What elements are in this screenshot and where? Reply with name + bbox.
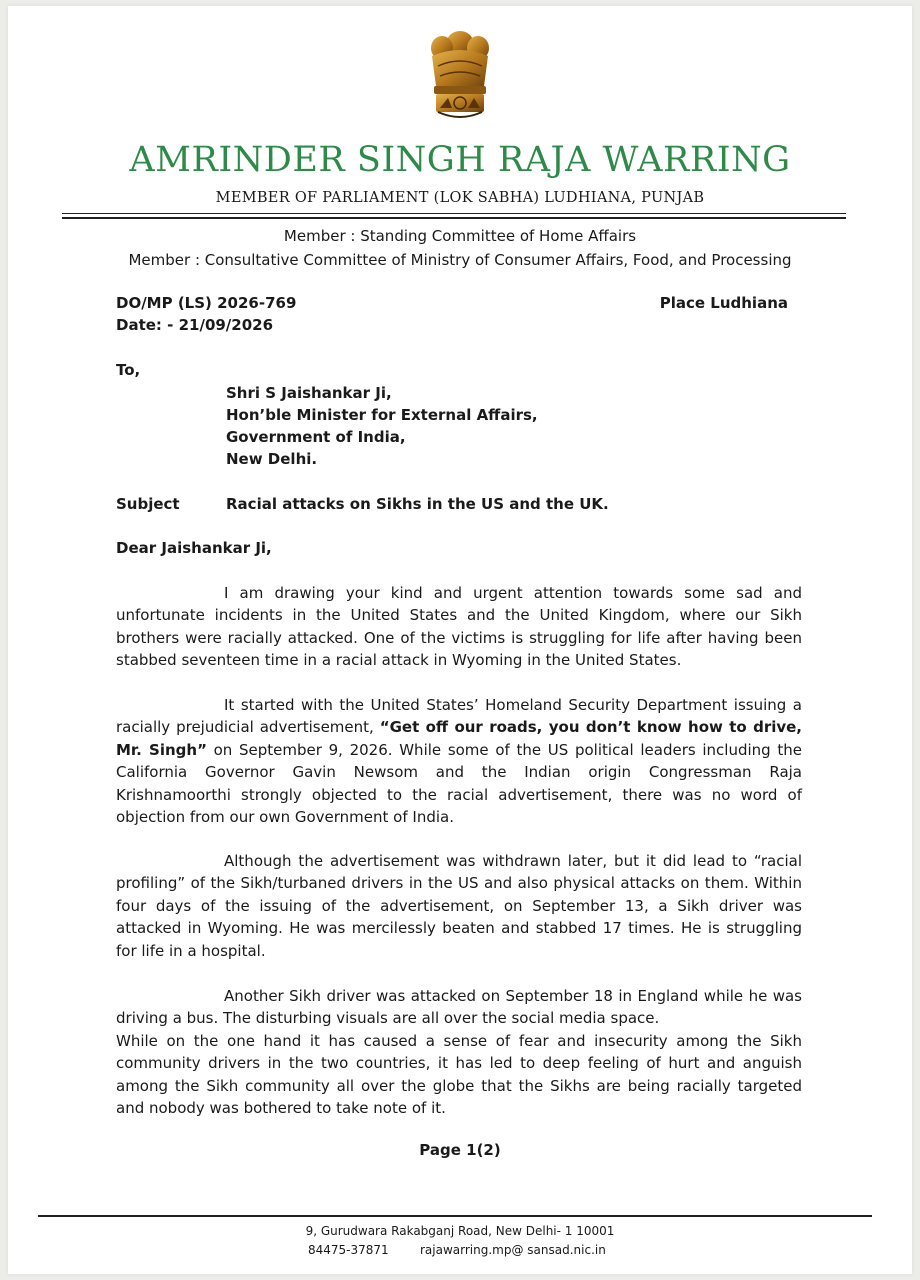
subject-label: Subject [116,495,180,513]
salutation: Dear Jaishankar Ji, [116,539,272,557]
body-paragraph-2-text-b: on September 9, 2026. While some of the US political leaders including the California Governor Gavin Newsom and the Indian origin Congressman Raja Krishnamoorthi strongly objected to the racial advertisement, there was no word of objection from our own Government of India. [116,740,802,827]
page-number: Page 1(2) [419,1141,501,1159]
advertisement-quote: “Get off our roads, you don’t know how to drive, Mr. Singh” [116,718,803,759]
body-paragraph-1 [116,582,802,672]
body-paragraph-3 [116,850,802,962]
recipient-organization: Government of India, [226,428,406,446]
footer-address: 9, Gurudwara Rakabganj Road, New Delhi- 1 10001 [305,1224,615,1238]
committee-membership-2: Member : Consultative Committee of Ministry of Consumer Affairs, Food, and Processing [128,251,792,269]
body-paragraph-4-text-a: Another Sikh driver was attacked on September 18 in England while he was driving a bus. The disturbing visuals are all over the social media space. [116,987,802,1028]
mp-name-heading: AMRINDER SINGH RAJA WARRING [129,140,791,180]
footer-phone: 84475-37871 [308,1243,389,1257]
state-emblem-icon [424,26,496,124]
recipient-city: New Delhi. [226,450,318,468]
mp-designation: MEMBER OF PARLIAMENT (LOK SABHA) LUDHIANA, PUNJAB [215,190,705,206]
body-paragraph-2-text-a: It started with the United States’ Homeland Security Department issuing a racially prejudicial advertisement, [116,696,802,737]
footer-rule [38,1215,872,1217]
body-paragraph-4 [116,985,802,1119]
committee-membership-1: Member : Standing Committee of Home Affairs [283,227,637,245]
letter-date: Date: - 21/09/2026 [116,316,274,334]
reference-number: DO/MP (LS) 2026-769 [116,294,297,312]
body-paragraph-4-text-b: While on the one hand it has caused a sense of fear and insecurity among the Sikh community drivers in the two countries, it has led to deep feeling of hurt and anguish among the Sikh community all over the globe that the Sikhs are being racially targeted and nobody was bothered to take note of it. [116,1031,802,1118]
body-paragraph-3-text: Although the advertisement was withdrawn later, but it did lead to “racial profiling” of the Sikh/turbaned drivers in the US and also physical attacks on them. Within four days of the issuing of the advertisement, on September 13, a Sikh driver was attacked in Wyoming. He was mercilessly beaten and stabbed 17 times. He is struggling for life in a hospital. [116,852,802,960]
recipient-title: Hon’ble Minister for External Affairs, [226,406,538,424]
body-paragraph-2 [116,694,802,828]
body-paragraph-1-text: I am drawing your kind and urgent attention towards some sad and unfortunate incidents in the United States and the United Kingdom, where our Sikh brothers were racially attacked. One of the victims is struggling for life after having been stabbed seventeen time in a racial attack in Wyoming in the United States. [116,584,802,670]
letter-place: Place Ludhiana [659,294,788,312]
subject-text: Racial attacks on Sikhs in the US and the UK. [226,495,609,513]
header-rule-thick [62,217,846,219]
recipient-name: Shri S Jaishankar Ji, [226,384,392,402]
header-rule-thin [62,213,846,214]
to-label: To, [116,361,141,379]
footer-email: rajawarring.mp@ sansad.nic.in [420,1243,606,1257]
